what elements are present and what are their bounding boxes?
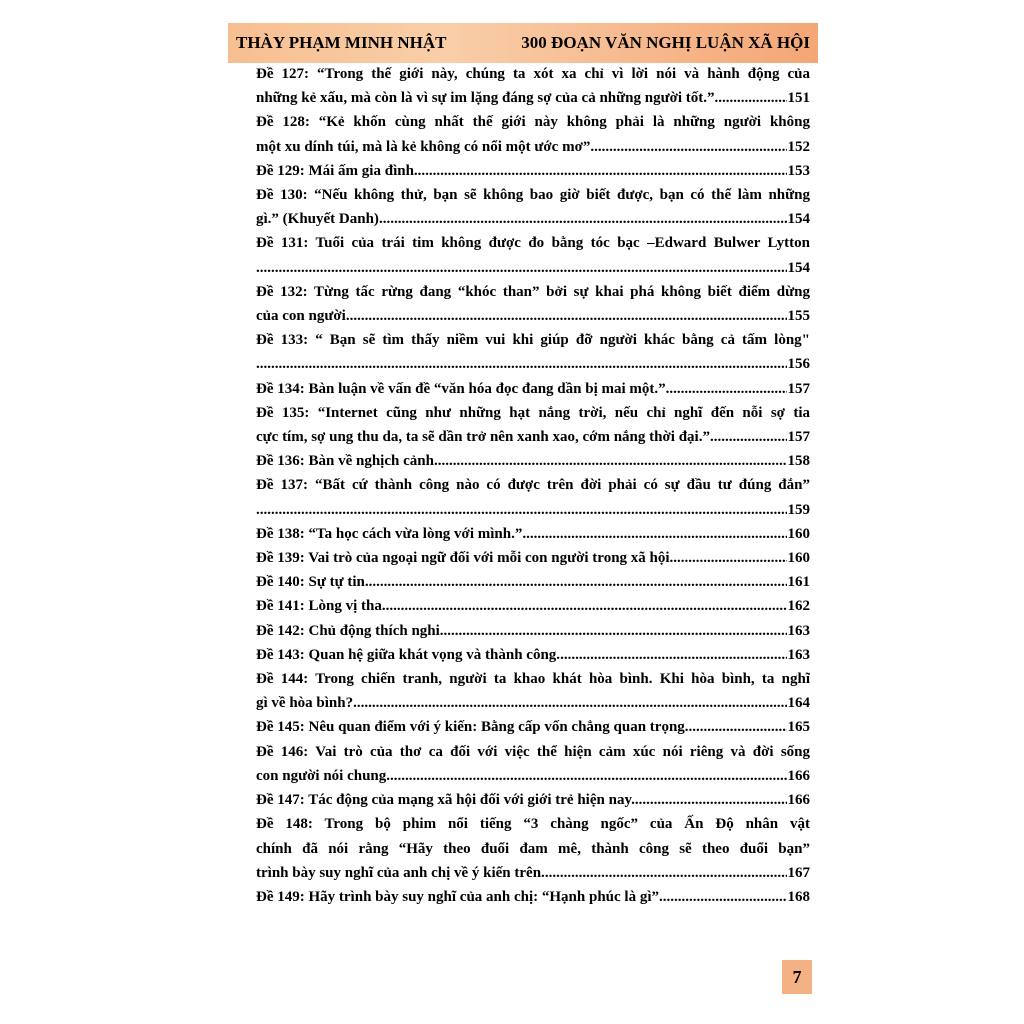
toc-entry[interactable] bbox=[256, 667, 810, 715]
dot-leader bbox=[434, 449, 787, 473]
toc-page-number: 162 bbox=[787, 598, 810, 615]
toc-page-number: 163 bbox=[787, 622, 810, 639]
toc-entry[interactable] bbox=[256, 885, 810, 909]
toc-entry-text: cực tím, sợ ung thu da, ta sẽ dần trở nên xanh xao, cớm nắng thời đại.” bbox=[256, 429, 710, 446]
toc-page-number: 154 bbox=[787, 259, 810, 276]
toc-page-number: 163 bbox=[787, 646, 810, 663]
toc-entry-text: Đề 133: “ Bạn sẽ tìm thấy niềm vui khi giúp đỡ người khác bằng cả tấm lòng" bbox=[256, 332, 810, 349]
toc-page-number: 159 bbox=[787, 501, 810, 518]
toc-entry-text: Đề 147: Tác động của mạng xã hội đối với giới trẻ hiện nay. bbox=[256, 792, 635, 809]
dot-leader bbox=[382, 594, 787, 618]
toc-page-number: 167 bbox=[787, 864, 810, 881]
dot-leader bbox=[545, 861, 787, 885]
dot-leader bbox=[353, 691, 786, 715]
toc-entry[interactable] bbox=[256, 449, 810, 473]
dot-leader bbox=[715, 86, 787, 110]
toc-page-number: 151 bbox=[787, 90, 810, 107]
toc-entry[interactable] bbox=[256, 570, 810, 594]
toc-entry[interactable] bbox=[256, 619, 810, 643]
toc-entry-text: Đề 143: Quan hệ giữa khát vọng và thành công. bbox=[256, 646, 561, 663]
toc-entry-text: Đề 142: Chủ động thích nghi. bbox=[256, 622, 444, 639]
toc-entry[interactable] bbox=[256, 328, 810, 376]
toc-entry[interactable] bbox=[256, 715, 810, 739]
toc-page-number: 152 bbox=[787, 138, 810, 155]
dot-leader bbox=[635, 788, 787, 812]
toc-page-number: 157 bbox=[787, 429, 810, 446]
toc-entry-text: Đề 139: Vai trò của ngoại ngữ đối với mỗi con người trong xã hội. bbox=[256, 550, 674, 567]
toc-page-number: 165 bbox=[787, 719, 810, 736]
toc-page-number: 155 bbox=[787, 308, 810, 325]
toc-entry-text: Đề 141: Lòng vị tha bbox=[256, 598, 382, 615]
toc-page-number: 158 bbox=[787, 453, 810, 470]
toc-page-number: 156 bbox=[787, 356, 810, 373]
toc-entry-text: gì về hòa bình? bbox=[256, 695, 354, 712]
toc-entry-text: Đề 138: “Ta học cách vừa lòng với mình.” bbox=[256, 525, 523, 542]
page-header bbox=[228, 23, 818, 63]
toc-entry-text: Đề 129: Mái ấm gia đình bbox=[256, 162, 414, 179]
dot-leader bbox=[365, 570, 787, 594]
dot-leader bbox=[590, 135, 786, 159]
toc-page-number: 161 bbox=[787, 574, 810, 591]
toc-entry[interactable] bbox=[256, 473, 810, 521]
toc-entry-text: Đề 134: Bàn luận về vấn đề “văn hóa đọc đang dần bị mai một.” bbox=[256, 380, 666, 397]
toc-entry-text: những kẻ xấu, mà còn là vì sự im lặng đáng sợ của cả những người tốt.” bbox=[256, 90, 715, 107]
dot-leader bbox=[666, 377, 787, 401]
toc-entry-text: Đề 130: “Nếu không thử, bạn sẽ không bao giờ biết được, bạn có thể làm những bbox=[256, 187, 810, 204]
dot-leader bbox=[673, 546, 786, 570]
toc-entry[interactable] bbox=[256, 812, 810, 885]
toc-page-number: 166 bbox=[787, 792, 810, 809]
header-book-title: 300 ĐOẠN VĂN NGHỊ LUẬN XÃ HỘI bbox=[456, 23, 818, 63]
toc-page-number: 160 bbox=[787, 525, 810, 542]
header-author: THÀY PHẠM MINH NHẬT bbox=[228, 23, 456, 63]
toc-entry-text: của con người bbox=[256, 308, 346, 325]
toc-page-number: 157 bbox=[787, 380, 810, 397]
toc-entry-text: Đề 127: “Trong thế giới này, chúng ta xót xa chỉ vì lời nói và hành động của bbox=[256, 66, 810, 82]
toc-entry[interactable] bbox=[256, 546, 810, 570]
dot-leader bbox=[256, 352, 787, 376]
dot-leader bbox=[444, 619, 787, 643]
toc-page-number: 164 bbox=[787, 695, 810, 712]
toc-entry-text: Đề 136: Bàn về nghịch cảnh bbox=[256, 453, 434, 470]
toc-entry[interactable] bbox=[256, 231, 810, 279]
dot-leader bbox=[390, 764, 786, 788]
dot-leader bbox=[414, 159, 787, 183]
dot-leader bbox=[522, 522, 786, 546]
toc-entry[interactable] bbox=[256, 110, 810, 158]
toc-entry[interactable] bbox=[256, 594, 810, 618]
toc-entry[interactable] bbox=[256, 159, 810, 183]
toc-entry-text: chính đã nói rằng “Hãy theo đuổi đam mê, thành công sẽ theo đuổi bạn” bbox=[256, 840, 810, 857]
toc-page-number: 153 bbox=[787, 162, 810, 179]
toc-entry[interactable] bbox=[256, 788, 810, 812]
toc-entry-text: gì.” (Khuyết Danh) bbox=[256, 211, 379, 228]
toc-entry-text: con người nói chung. bbox=[256, 767, 391, 784]
toc-entry[interactable] bbox=[256, 183, 810, 231]
toc-entry-text: Đề 144: Trong chiến tranh, người ta khao khát hòa bình. Khi hòa bình, ta nghĩ bbox=[256, 671, 810, 688]
toc-page-number: 168 bbox=[787, 888, 810, 905]
dot-leader bbox=[346, 304, 787, 328]
toc-entry-text: Đề 128: “Kẻ khốn cùng nhất thế giới này không phải là những người không bbox=[256, 114, 810, 131]
toc-entry-text: Đề 131: Tuổi của trái tim không được đo bằng tóc bạc –Edward Bulwer Lytton bbox=[256, 235, 810, 252]
toc-entry-text: Đề 149: Hãy trình bày suy nghĩ của anh chị: “Hạnh phúc là gì” bbox=[256, 888, 660, 905]
dot-leader bbox=[256, 256, 787, 280]
toc-page-number: 154 bbox=[787, 211, 810, 228]
toc-entry-text: Đề 140: Sự tự tin bbox=[256, 574, 365, 591]
toc-entry-text: Đề 148: Trong bộ phim nổi tiếng “3 chàng ngốc” của Ấn Độ nhân vật bbox=[256, 816, 810, 833]
toc-page-number: 160 bbox=[787, 550, 810, 567]
dot-leader bbox=[710, 425, 787, 449]
toc-entry-text: trình bày suy nghĩ của anh chị về ý kiến trên. bbox=[256, 864, 545, 881]
dot-leader bbox=[256, 498, 787, 522]
toc-entry[interactable] bbox=[256, 643, 810, 667]
toc-page-number: 166 bbox=[787, 767, 810, 784]
toc-entry-text: Đề 132: Từng tấc rừng đang “khóc than” bởi sự khai phá không biết điểm dừng bbox=[256, 283, 810, 300]
toc-entry-text: Đề 145: Nêu quan điểm với ý kiến: Bằng cấp vốn chẳng quan trọng. bbox=[256, 719, 689, 736]
dot-leader bbox=[689, 715, 787, 739]
toc-entry-text: Đề 135: “Internet cũng như những hạt nắng trời, nếu chỉ nghĩ đến nỗi sợ tia bbox=[256, 404, 810, 421]
toc-entry[interactable] bbox=[256, 740, 810, 788]
toc-entry[interactable] bbox=[256, 280, 810, 328]
page-number: 7 bbox=[782, 960, 812, 994]
toc-entry[interactable] bbox=[256, 401, 810, 449]
dot-leader bbox=[560, 643, 786, 667]
table-of-contents bbox=[256, 62, 810, 909]
dot-leader bbox=[659, 885, 786, 909]
toc-entry-text: Đề 146: Vai trò của thơ ca đối với việc thể hiện cảm xúc nói riêng và đời sống bbox=[256, 743, 810, 760]
toc-entry-text: Đề 137: “Bất cứ thành công nào có được trên đời phải có sự đầu tư đúng đắn” bbox=[256, 477, 810, 494]
toc-entry[interactable] bbox=[256, 522, 810, 546]
toc-entry[interactable] bbox=[256, 377, 810, 401]
toc-entry-text: một xu dính túi, mà là kẻ không có nổi một ước mơ” bbox=[256, 138, 591, 155]
toc-entry[interactable] bbox=[256, 62, 810, 110]
dot-leader bbox=[379, 207, 787, 231]
